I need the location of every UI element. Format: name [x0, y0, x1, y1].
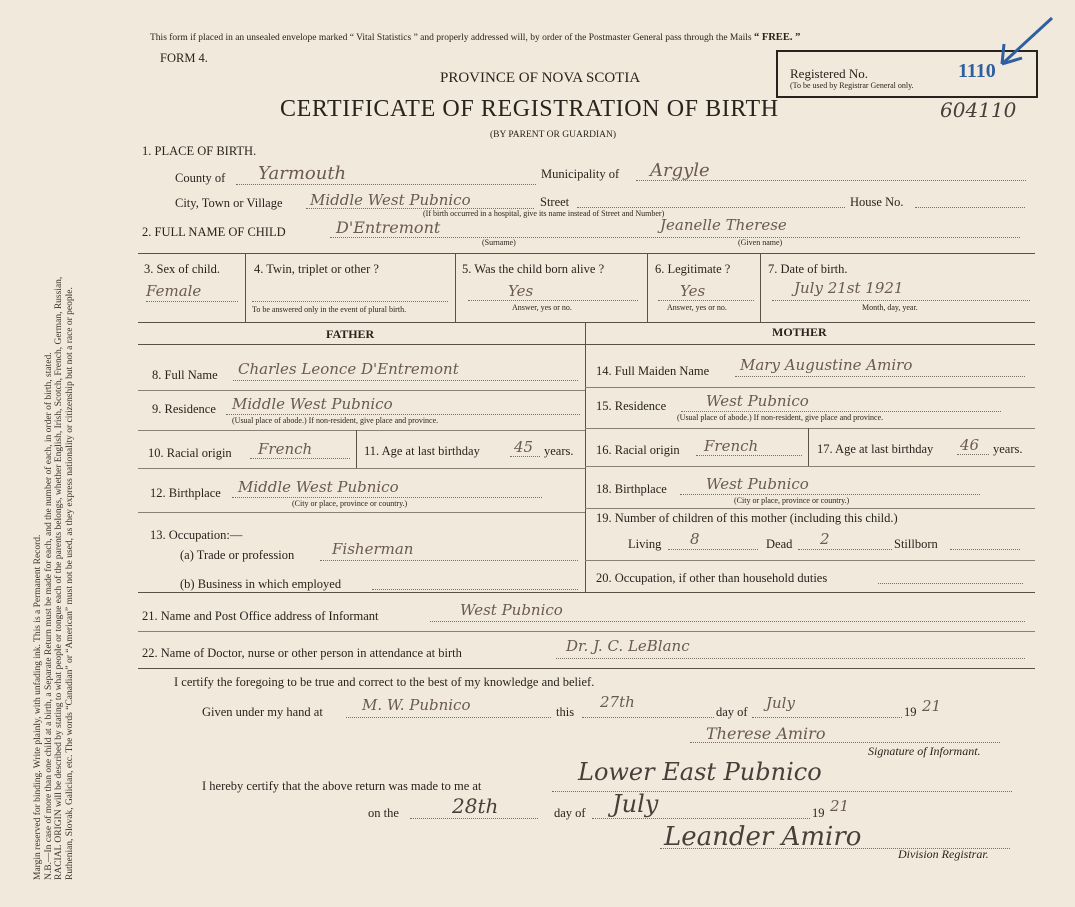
mother-race-label: 16. Racial origin — [596, 443, 680, 457]
mother-birthplace-value: West Pubnico — [706, 475, 809, 493]
house-label: House No. — [850, 195, 904, 209]
margin-note-4: Ruthenian, Slovak, Galician, etc. The words “Canadian” or “American” must not be used, as they express nationality or citizenship but not a race or people. — [64, 287, 75, 880]
certificate-subtitle: (BY PARENT OR GUARDIAN) — [490, 130, 617, 140]
reg-year-value: 21 — [830, 797, 850, 815]
father-age-value: 45 — [514, 438, 534, 456]
informant-label: 21. Name and Post Office address of Informant — [142, 609, 379, 623]
mother-residence-label: 15. Residence — [596, 399, 667, 413]
given-place-value: M. W. Pubnico — [362, 696, 471, 714]
reg-day-value: 28th — [452, 794, 499, 818]
place-heading: 1. PLACE OF BIRTH. — [142, 144, 257, 158]
archive-number: 604110 — [940, 98, 1017, 122]
county-label: County of — [175, 171, 226, 185]
father-business-label: (b) Business in which employed — [180, 577, 342, 591]
registrar-text: I hereby certify that the above return was made to me at — [202, 779, 482, 793]
father-age-unit: years. — [544, 444, 574, 458]
given-day-value: 27th — [600, 693, 635, 711]
city-label: City, Town or Village — [175, 196, 283, 210]
registrar-signature: Leander Amiro — [664, 822, 862, 852]
county-value: Yarmouth — [258, 163, 347, 184]
father-trade-value: Fisherman — [332, 540, 414, 558]
doctor-label: 22. Name of Doctor, nurse or other person in attendance at birth — [142, 646, 462, 660]
dead-label: Dead — [766, 537, 793, 551]
date-label: 7. Date of birth. — [768, 262, 848, 276]
dead-value: 2 — [820, 530, 830, 548]
mother-age-label: 17. Age at last birthday — [817, 442, 934, 456]
sex-label: 3. Sex of child. — [144, 262, 221, 276]
father-trade-label: (a) Trade or profession — [180, 548, 295, 562]
father-name-label: 8. Full Name — [152, 368, 218, 382]
mother-heading: MOTHER — [772, 325, 827, 339]
father-age-label: 11. Age at last birthday — [364, 444, 480, 458]
reg-day-of-label: day of — [554, 806, 586, 820]
registered-no-note: (To be used by Registrar General only. — [790, 81, 914, 90]
father-heading: FATHER — [326, 327, 375, 341]
mother-birthplace-note: (City or place, province or country.) — [734, 496, 850, 505]
municipality-label: Municipality of — [541, 167, 620, 181]
check-mark-icon — [980, 14, 1060, 84]
stillborn-label: Stillborn — [894, 537, 938, 551]
informant-value: West Pubnico — [460, 601, 563, 619]
registrar-place-value: Lower East Pubnico — [578, 758, 822, 786]
street-label: Street — [540, 195, 570, 209]
alive-value: Yes — [508, 282, 534, 300]
legit-label: 6. Legitimate ? — [655, 262, 731, 276]
mother-age-value: 46 — [960, 436, 980, 454]
given-label: Given under my hand at — [202, 705, 323, 719]
doctor-value: Dr. J. C. LeBlanc — [566, 637, 690, 655]
reg-month-value: July — [612, 790, 659, 818]
father-birthplace-value: Middle West Pubnico — [238, 478, 399, 496]
province-heading: PROVINCE OF NOVA SCOTIA — [440, 70, 641, 86]
city-value: Middle West Pubnico — [310, 191, 471, 209]
hospital-note: (If birth occurred in a hospital, give its name instead of Street and Number) — [423, 209, 665, 218]
twin-note: To be answered only in the event of plural birth. — [252, 305, 407, 314]
living-label: Living — [628, 537, 662, 551]
alive-note: Answer, yes or no. — [512, 303, 572, 312]
legit-note: Answer, yes or no. — [667, 303, 727, 312]
legit-value: Yes — [680, 282, 706, 300]
living-value: 8 — [690, 530, 700, 548]
mail-notice — [150, 32, 800, 43]
registered-no-value: 1110 — [958, 60, 996, 82]
this-label: this — [556, 705, 575, 719]
father-residence-value: Middle West Pubnico — [232, 395, 393, 413]
child-given-value: Jeanelle Therese — [660, 216, 787, 234]
mother-occupation-label: 20. Occupation, if other than household duties — [596, 571, 828, 585]
signature-informant-label: Signature of Informant. — [868, 744, 981, 758]
mother-birthplace-label: 18. Birthplace — [596, 482, 667, 496]
mother-race-value: French — [704, 437, 759, 455]
certify-text: I certify the foregoing to be true and correct to the best of my knowledge and belief. — [174, 675, 595, 689]
reg-year-prefix: 19 — [812, 806, 825, 820]
mail-notice-text: This form if placed in an unsealed envelope marked “ Vital Statistics ” and properly addressed will, by order of the Postmaster General pass through the Mails — [150, 33, 752, 43]
margin-notes — [33, 40, 75, 880]
child-given-note: (Given name) — [738, 238, 783, 247]
day-of-label: day of — [716, 705, 748, 719]
father-occupation-label: 13. Occupation:— — [150, 528, 243, 542]
mother-residence-note: (Usual place of abode.) If non-resident, give place and province. — [677, 413, 884, 422]
father-residence-note: (Usual place of abode.) If non-resident, give place and province. — [232, 416, 439, 425]
registered-no-label: Registered No. — [790, 66, 868, 81]
twin-label: 4. Twin, triplet or other ? — [254, 262, 379, 276]
mother-name-value: Mary Augustine Amiro — [740, 356, 913, 374]
date-value: July 21st 1921 — [794, 279, 904, 297]
alive-label: 5. Was the child born alive ? — [462, 262, 605, 276]
certificate-title: CERTIFICATE OF REGISTRATION OF BIRTH — [280, 96, 779, 122]
margin-note-3: RACIAL ORIGIN will be described by stating to what people or tongue each of the parents belongs, whether English, Irish, Scotch, French, German, Russian, — [54, 276, 64, 880]
municipality-value: Argyle — [650, 160, 710, 181]
division-registrar-label: Division Registrar. — [898, 847, 989, 861]
mother-age-unit: years. — [993, 442, 1023, 456]
father-residence-label: 9. Residence — [152, 402, 216, 416]
margin-note-1: Margin reserved for binding. Write plainly, with unfading ink. This is a Permanent Record. — [33, 534, 43, 880]
child-surname-value: D'Entremont — [336, 218, 441, 237]
mother-residence-value: West Pubnico — [706, 392, 809, 410]
given-year-prefix: 19 — [904, 705, 917, 719]
father-birthplace-label: 12. Birthplace — [150, 486, 221, 500]
father-birthplace-note: (City or place, province or country.) — [292, 499, 408, 508]
mother-children-label: 19. Number of children of this mother (including this child.) — [596, 511, 898, 525]
mother-name-label: 14. Full Maiden Name — [596, 364, 710, 378]
margin-note-2: N.B.—In case of more than one child at a birth, a Separate Return must be made for each, and the number of each, in order of birth, stated. — [43, 352, 54, 880]
child-name-label: 2. FULL NAME OF CHILD — [142, 225, 286, 239]
given-month-value: July — [766, 694, 795, 712]
given-year-value: 21 — [922, 697, 942, 715]
father-race-value: French — [258, 440, 313, 458]
form-number: FORM 4. — [160, 51, 208, 65]
date-note: Month, day, year. — [862, 303, 918, 312]
child-surname-note: (Surname) — [482, 238, 516, 247]
father-name-value: Charles Leonce D'Entremont — [238, 360, 459, 378]
on-the-label: on the — [368, 806, 399, 820]
mail-notice-free: “ FREE. ” — [753, 32, 801, 43]
father-race-label: 10. Racial origin — [148, 446, 232, 460]
informant-signature: Therese Amiro — [706, 724, 826, 743]
sex-value: Female — [146, 282, 202, 300]
